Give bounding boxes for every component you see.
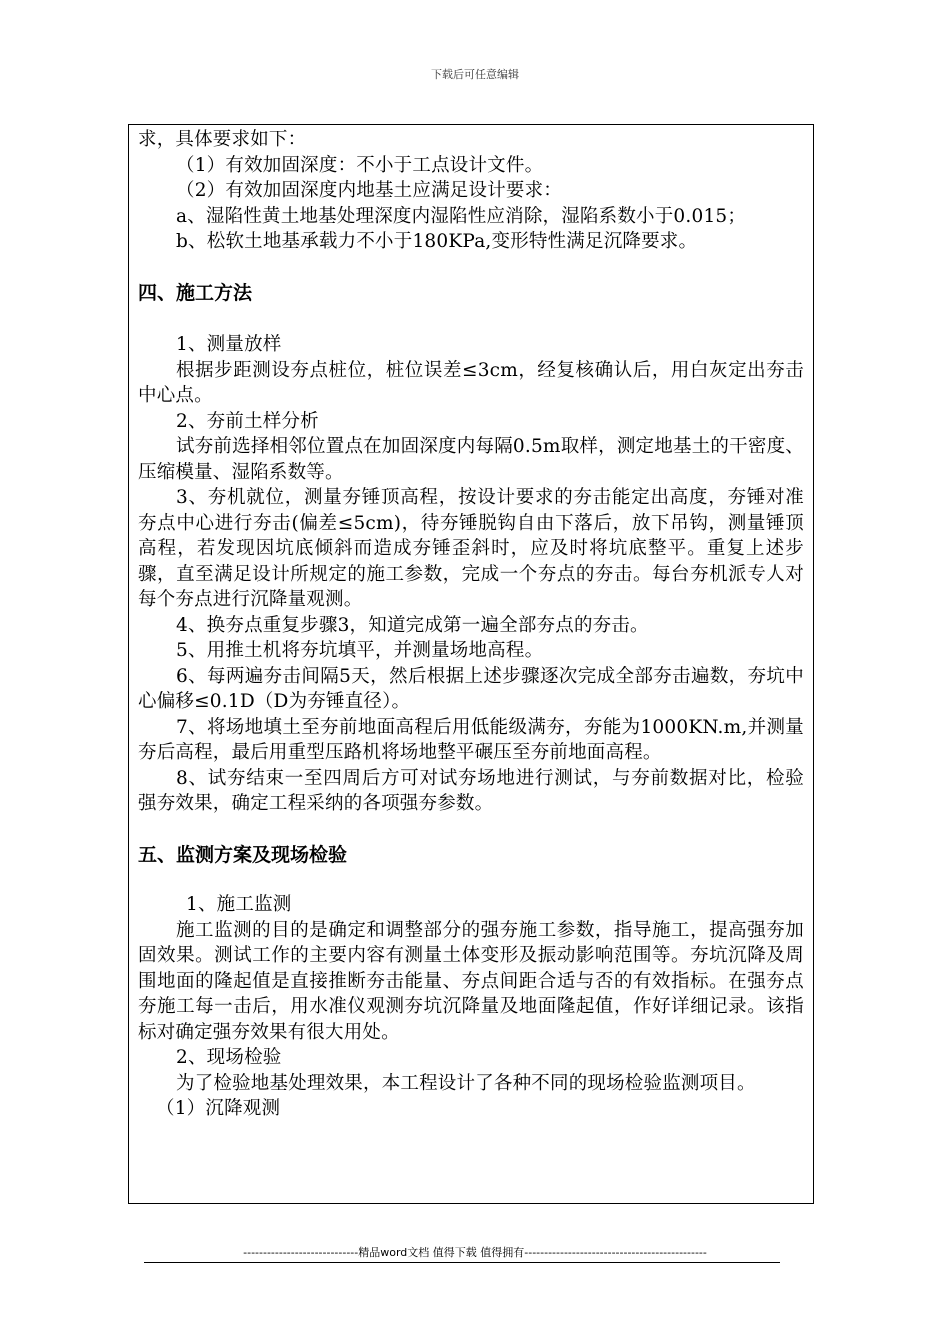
paragraph: b、松软土地基承载力不小于180KPa,变形特性满足沉降要求。 xyxy=(176,231,698,252)
content-table-cell xyxy=(128,124,814,1204)
paragraph: 4、换夯点重复步骤3，知道完成第一遍全部夯点的夯击。 xyxy=(176,614,649,636)
paragraph: 根据步距测设夯点桩位，桩位误差≤3cm，经复核确认后，用白灰定出夯击中心点。 xyxy=(138,359,804,406)
paragraph: （1）有效加固深度：不小于工点设计文件。 xyxy=(176,154,544,176)
paragraph: 7、将场地填土至夯前地面高程后用低能级满夯，夯能为1000KN.m,并测量夯后高程，最后用重型压路机将场地整平碾压至夯前地面高程。 xyxy=(138,716,804,763)
paragraph: 6、每两遍夯击间隔5天，然后根据上述步骤逐次完成全部夯击遍数，夯坑中心偏移≤0.1D（D为夯锤直径）。 xyxy=(138,665,804,712)
section-heading-4: 四、施工方法 xyxy=(138,281,253,304)
paragraph: 为了检验地基处理效果，本工程设计了各种不同的现场检验监测项目。 xyxy=(176,1072,756,1094)
step-title: 2、现场检验 xyxy=(176,1047,282,1068)
step-title: 1、测量放样 xyxy=(176,334,282,355)
step-title: 2、夯前土样分析 xyxy=(176,410,319,432)
page-footer: -----------------------------精品word文档 值得下载 值得拥有---------------------------------------------- xyxy=(243,1246,707,1259)
paragraph: 5、用推土机将夯坑填平，并测量场地高程。 xyxy=(176,640,544,661)
paragraph: a、湿陷性黄土地基处理深度内湿陷性应消除，湿陷系数小于0.015； xyxy=(176,205,747,227)
paragraph: （2）有效加固深度内地基土应满足设计要求： xyxy=(176,180,562,201)
paragraph: 8、试夯结束一至四周后方可对试夯场地进行测试，与夯前数据对比，检验强夯效果，确定工程采纳的各项强夯参数。 xyxy=(138,767,804,814)
paragraph: 求，具体要求如下： xyxy=(138,129,307,150)
section-heading-5: 五、监测方案及现场检验 xyxy=(138,843,348,866)
footer-divider xyxy=(144,1262,780,1263)
paragraph: 施工监测的目的是确定和调整部分的强夯施工参数，指导施工，提高强夯加固效果。测试工作的主要内容有测量土体变形及振动影响范围等。夯坑沉降及周围地面的隆起值是直接推断夯击能量、夯点间距合适与否的有效指标。在强夯点夯施工每一击后，用水准仪观测夯坑沉降量及地面隆起值，作好详细记录。该指标对确定强夯效果有很大用处。 xyxy=(138,919,804,1043)
paragraph: 3、夯机就位，测量夯锤顶高程，按设计要求的夯击能定出高度，夯锤对准夯点中心进行夯击(偏差≤5cm)，待夯锤脱钩自由下落后，放下吊钩，测量锤顶高程，若发现因坑底倾斜而造成夯锤歪斜时，应及时将坑底整平。重复上述步骤，直至满足设计所规定的施工参数，完成一个夯点的夯击。每台夯机派专人对每个夯点进行沉降量观测。 xyxy=(138,487,804,610)
page-header: 下载后可任意编辑 xyxy=(431,68,519,81)
step-title: 1、施工监测 xyxy=(186,894,292,915)
paragraph: 试夯前选择相邻位置点在加固深度内每隔0.5m取样，测定地基土的干密度、压缩模量、湿陷系数等。 xyxy=(138,436,804,483)
step-subtitle: （1）沉降观测 xyxy=(156,1098,281,1119)
